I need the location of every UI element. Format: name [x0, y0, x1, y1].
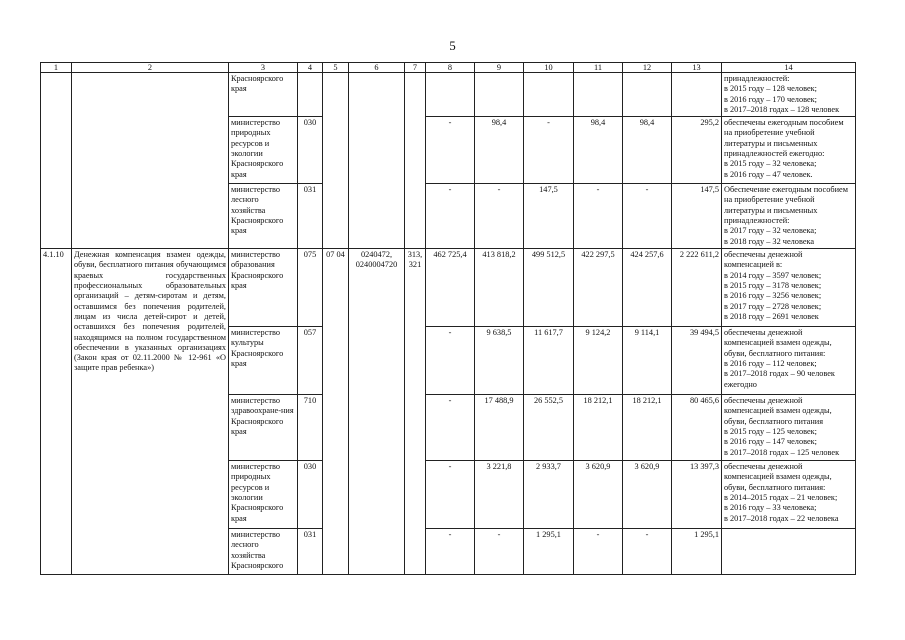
cell-ministry: министерство культуры Красноярского края [229, 327, 298, 395]
cell-value: - [623, 529, 672, 575]
cell-result: Обеспечение ежегодным пособием на приобретение учебной литературы и письменных принадлежностей: в 2017 году – 32 человека; в 2018 году – 32 человека [722, 184, 856, 249]
cell-value: 499 512,5 [524, 249, 574, 327]
cell-value: - [426, 461, 475, 529]
cell-vr-empty [405, 73, 426, 249]
cell-value [426, 73, 475, 117]
page-number: 5 [449, 38, 456, 53]
cell-vr: 313, 321 [405, 249, 426, 575]
cell-value: 3 620,9 [574, 461, 623, 529]
cell-value: - [426, 117, 475, 184]
cell-result: обеспечены ежегодным пособием на приобретение учебной литературы и письменных принадлежностей ежегодно: в 2015 году – 32 человека; в 2016 году – 47 человек. [722, 117, 856, 184]
col-header: 9 [475, 63, 524, 73]
cell-value: 1 295,1 [524, 529, 574, 575]
cell-ministry: министерство природных ресурсов и экологии Красноярского края [229, 461, 298, 529]
cell-value: 9 638,5 [475, 327, 524, 395]
cell-result: обеспечены денежной компенсацией в: в 2014 году – 3597 человек; в 2015 году – 3178 человек; в 2016 году – 3256 человек; в 2017 году – 2728 человек; в 2018 году – 2691 человек [722, 249, 856, 327]
cell-grbs: 710 [298, 395, 323, 461]
cell-ministry: Красноярского края [229, 73, 298, 117]
cell-value: 413 818,2 [475, 249, 524, 327]
cell-value: 18 212,1 [574, 395, 623, 461]
cell-value: 3 221,8 [475, 461, 524, 529]
cell-result: принадлежностей: в 2015 году – 128 человек; в 2016 году – 170 человек; в 2017–2018 годах – 128 человек [722, 73, 856, 117]
col-header: 8 [426, 63, 475, 73]
col-header: 1 [41, 63, 72, 73]
table-row [41, 73, 856, 117]
cell-value [574, 73, 623, 117]
cell-item-name: Денежная компенсация взамен одежды, обуви, бесплатного питания обучающимся краевых государственных профессиональных образовательных организаций – детям-сиротам и детям, оставшимся без попечения родителей, лицам из числа детей-сирот и детей, оставшихся без попечения родителей, находящимся на полном государственном обеспечении в указанных организациях (Закон края от 02.11.2000 № 12-961 «О защите прав ребенка») [72, 249, 229, 575]
cell-value: 147,5 [672, 184, 722, 249]
cell-value [524, 73, 574, 117]
cell-num-empty [41, 73, 72, 249]
table-row [41, 249, 856, 327]
col-header: 13 [672, 63, 722, 73]
cell-rz-empty [323, 73, 349, 249]
cell-value: - [623, 184, 672, 249]
cell-value: 147,5 [524, 184, 574, 249]
cell-value: 39 494,5 [672, 327, 722, 395]
cell-value: 295,2 [672, 117, 722, 184]
cell-grbs: 030 [298, 117, 323, 184]
cell-value: - [574, 529, 623, 575]
cell-csr-empty [349, 73, 405, 249]
col-header: 7 [405, 63, 426, 73]
cell-result: обеспечены денежной компенсацией взамен одежды, обуви, бесплатного питания в 2015 году – 125 человек; в 2016 году – 147 человек; в 2017–2018 годах – 125 человек [722, 395, 856, 461]
cell-value: 2 933,7 [524, 461, 574, 529]
cell-value: - [426, 184, 475, 249]
cell-grbs: 075 [298, 249, 323, 327]
budget-table [40, 62, 856, 575]
cell-value: 98,4 [475, 117, 524, 184]
col-header: 3 [229, 63, 298, 73]
cell-ministry: министерство образования Красноярского края [229, 249, 298, 327]
cell-value: 98,4 [574, 117, 623, 184]
cell-value: 11 617,7 [524, 327, 574, 395]
cell-result [722, 529, 856, 575]
cell-value: 13 397,3 [672, 461, 722, 529]
col-header: 4 [298, 63, 323, 73]
col-header: 10 [524, 63, 574, 73]
col-header: 2 [72, 63, 229, 73]
header-row [41, 63, 856, 73]
cell-value [475, 73, 524, 117]
cell-value: - [426, 327, 475, 395]
cell-value: 2 222 611,2 [672, 249, 722, 327]
cell-value: 3 620,9 [623, 461, 672, 529]
cell-rz: 07 04 [323, 249, 349, 575]
cell-ministry: министерство лесного хозяйства Красноярского края [229, 184, 298, 249]
cell-value: 9 124,2 [574, 327, 623, 395]
col-header: 14 [722, 63, 856, 73]
cell-value: 26 552,5 [524, 395, 574, 461]
cell-value: 9 114,1 [623, 327, 672, 395]
cell-ministry: министерство лесного хозяйства Красноярского [229, 529, 298, 575]
cell-value: 17 488,9 [475, 395, 524, 461]
cell-grbs [298, 73, 323, 117]
col-header: 5 [323, 63, 349, 73]
cell-value: - [524, 117, 574, 184]
cell-value: 1 295,1 [672, 529, 722, 575]
cell-ministry: министерство природных ресурсов и экологии Красноярского края [229, 117, 298, 184]
cell-value: - [475, 529, 524, 575]
cell-name-empty [72, 73, 229, 249]
cell-grbs: 057 [298, 327, 323, 395]
col-header: 11 [574, 63, 623, 73]
cell-grbs: 031 [298, 184, 323, 249]
cell-value: - [426, 529, 475, 575]
cell-ministry: министерство здравоохране-ния Красноярского края [229, 395, 298, 461]
cell-value: 98,4 [623, 117, 672, 184]
cell-item-num: 4.1.10 [41, 249, 72, 575]
cell-value: 462 725,4 [426, 249, 475, 327]
col-header: 12 [623, 63, 672, 73]
cell-value: 422 297,5 [574, 249, 623, 327]
cell-value: 80 465,6 [672, 395, 722, 461]
col-header: 6 [349, 63, 405, 73]
cell-value [623, 73, 672, 117]
cell-result: обеспечены денежной компенсацией взамен одежды, обуви, бесплатного питания: в 2016 году – 112 человек; в 2017–2018 годах – 90 человек ежегодно [722, 327, 856, 395]
cell-value: - [475, 184, 524, 249]
cell-value: 18 212,1 [623, 395, 672, 461]
cell-value: - [426, 395, 475, 461]
cell-grbs: 031 [298, 529, 323, 575]
cell-csr: 0240472, 0240004720 [349, 249, 405, 575]
cell-value: 424 257,6 [623, 249, 672, 327]
cell-grbs: 030 [298, 461, 323, 529]
cell-result: обеспечены денежной компенсацией взамен одежды, обуви, бесплатного питания: в 2014–2015 годах – 21 человек; в 2016 году – 33 человека; в 2017–2018 годах – 22 человека [722, 461, 856, 529]
cell-value [672, 73, 722, 117]
cell-value: - [574, 184, 623, 249]
